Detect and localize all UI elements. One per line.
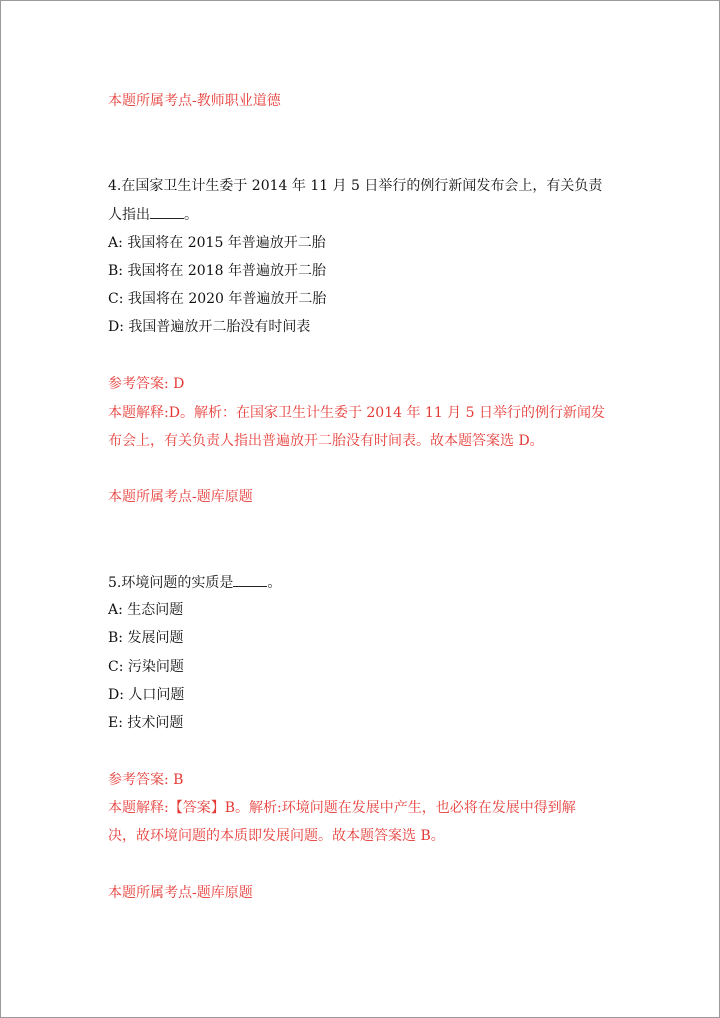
category-label-top: 本题所属考点-教师职业道德: [108, 93, 281, 109]
q5-explanation-line1: 本题解释:【答案】B。解析:环境问题在发展中产生，也必将在发展中得到解: [108, 800, 576, 816]
q4-option-c: C: 我国将在 2020 年普遍放开二胎: [108, 291, 327, 307]
q4-explanation-line2: 布会上，有关负责人指出普遍放开二胎没有时间表。故本题答案选 D。: [108, 433, 544, 449]
q5-option-d: D: 人口问题: [108, 687, 185, 703]
q4-answer: 参考答案: D: [108, 376, 185, 392]
q5-stem-prefix: 5.环境问题的实质是: [108, 575, 234, 591]
q4-answer-blank: [150, 206, 184, 219]
q5-option-e: E: 技术问题: [108, 715, 184, 731]
q5-option-b: B: 发展问题: [108, 630, 184, 646]
q4-stem-line2-prefix: 人指出: [108, 207, 150, 223]
q4-stem-line1: 4.在国家卫生计生委于 2014 年 11 月 5 日举行的例行新闻发布会上，有关负责: [108, 178, 603, 194]
q4-option-b: B: 我国将在 2018 年普遍放开二胎: [108, 263, 326, 279]
q5-option-c: C: 污染问题: [108, 659, 184, 675]
q4-explanation-line1: 本题解释:D。解析：在国家卫生计生委于 2014 年 11 月 5 日举行的例行新闻发: [108, 405, 605, 421]
q5-answer: 参考答案: B: [108, 772, 184, 788]
q4-option-a: A: 我国将在 2015 年普遍放开二胎: [108, 235, 326, 251]
q4-stem-line2: [108, 205, 198, 225]
q5-stem: [108, 573, 281, 593]
q5-category: 本题所属考点-题库原题: [108, 885, 253, 901]
q5-answer-blank: [233, 574, 267, 587]
q4-category: 本题所属考点-题库原题: [108, 489, 253, 505]
q5-explanation-line2: 决，故环境问题的本质即发展问题。故本题答案选 B。: [108, 828, 445, 844]
q5-option-a: A: 生态问题: [108, 602, 184, 618]
q4-stem-line2-suffix: 。: [184, 207, 198, 223]
q4-option-d: D: 我国普遍放开二胎没有时间表: [108, 319, 311, 335]
q5-stem-suffix: 。: [267, 575, 282, 591]
